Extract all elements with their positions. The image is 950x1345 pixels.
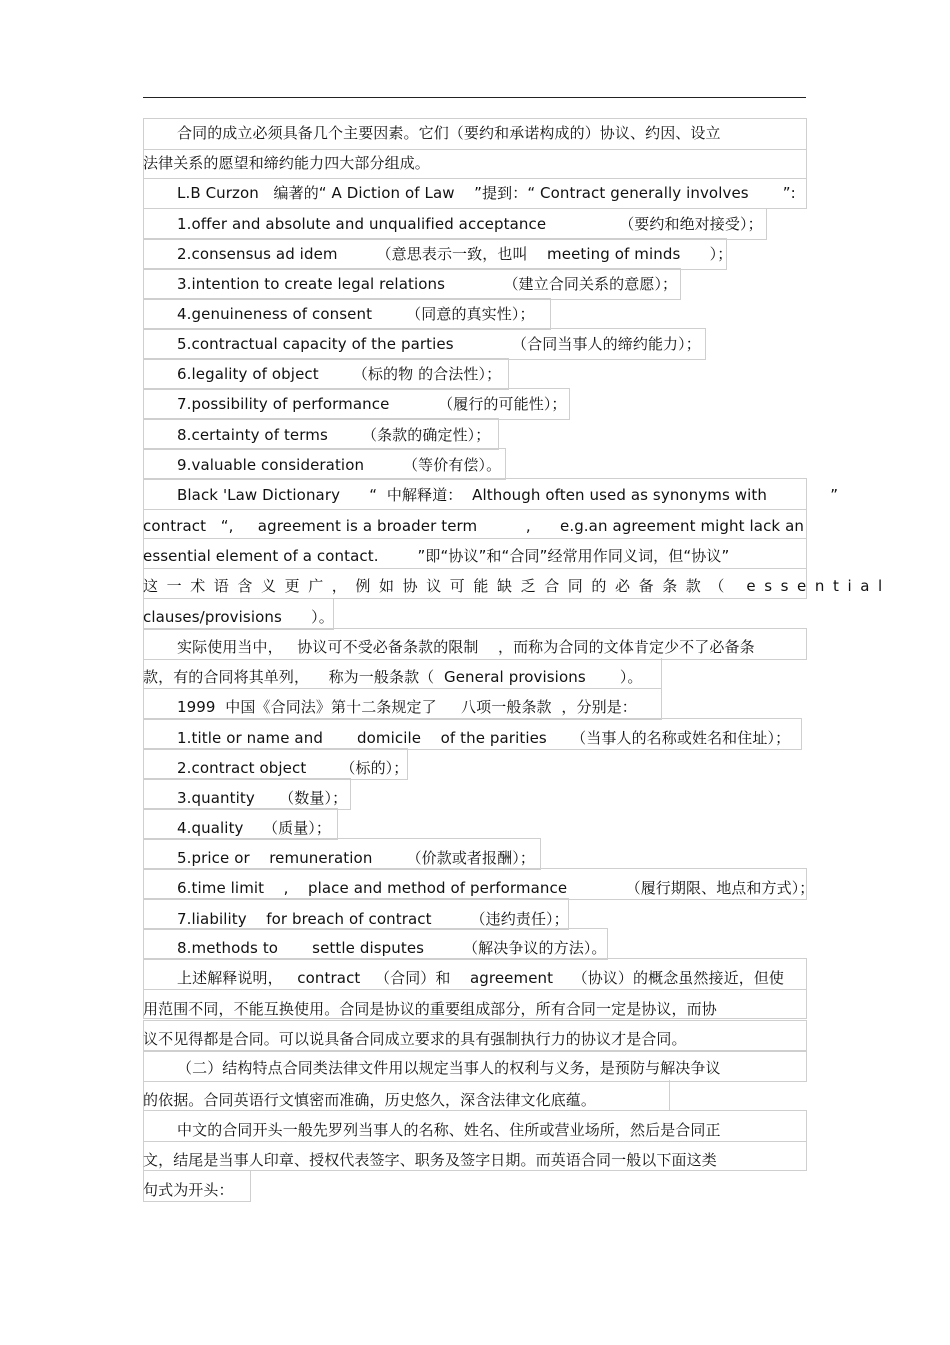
paragraph-line: L.B Curzon 编著的“ A Diction of Law ”提到：“ Contract generally involves ”: <box>177 184 796 202</box>
paragraph-line: 文，结尾是当事人印章、授权代表签字、职务及签字日期。而英语合同一般以下面这类 <box>143 1151 717 1169</box>
paragraph-line: 1999 中国《合同法》第十二条规定了 八项一般条款 ，分别是： <box>177 698 637 716</box>
list-item: 6.time limit , place and method of performance （履行期限、地点和方式）； <box>177 879 815 897</box>
paragraph-line: 的依据。合同英语行文慎密而准确，历史悠久，深含法律文化底蕴。 <box>143 1091 597 1109</box>
list-item: 4.quality （质量）； <box>177 819 331 837</box>
paragraph-line: 合同的成立必须具备几个主要因素。它们（要约和承诺构成的）协议、约因、设立 <box>177 124 721 142</box>
paragraph-line: 上述解释说明， contract （合同）和 agreement （协议）的概念虽然接近，但使 <box>177 969 784 987</box>
paragraph-line: 法律关系的愿望和缔约能力四大部分组成。 <box>143 154 430 172</box>
list-item: 2.consensus ad idem （意思表示一致，也叫 meeting of minds ）； <box>177 245 733 263</box>
list-item: 1.offer and absolute and unqualified acceptance （要约和绝对接受）； <box>177 215 763 233</box>
paragraph-line: 句式为开头： <box>143 1181 234 1199</box>
list-item: 8.methods to settle disputes （解决争议的方法）。 <box>177 939 607 957</box>
paragraph-line: contract “, agreement is a broader term , e.g.an agreement might lack an <box>143 517 804 535</box>
paragraph-line: 议不见得都是合同。可以说具备合同成立要求的具有强制执行力的协议才是合同。 <box>143 1030 687 1048</box>
paragraph-line: clauses/provisions ）。 <box>143 608 334 626</box>
section-heading-line: （二）结构特点合同类法律文件用以规定当事人的权利与义务，是预防与解决争议 <box>177 1059 721 1077</box>
list-item: 3.intention to create legal relations （建立合同关系的意愿）； <box>177 275 678 293</box>
list-item: 9.valuable consideration （等价有偿）。 <box>177 456 502 474</box>
list-item: 2.contract object （标的）； <box>177 759 409 777</box>
paragraph-line: 中文的合同开头一般先罗列当事人的名称、姓名、住所或营业场所，然后是合同正 <box>177 1121 721 1139</box>
paragraph-line: 这一术语含义更广，例如协议可能缺乏合同的必备条款（ essential <box>143 577 891 595</box>
list-item: 5.contractual capacity of the parties （合同当事人的缔约能力）； <box>177 335 701 353</box>
paragraph-line: Black 'Law Dictionary “ 中解释道： Although often used as synonyms with ” <box>177 486 839 504</box>
paragraph-line: 款，有的合同将其单列， 称为一般条款（ General provisions ）。 <box>143 668 643 686</box>
list-item: 1.title or name and domicile of the parities （当事人的名称或姓名和住址）； <box>177 729 791 747</box>
list-item: 7.liability for breach of contract （违约责任）； <box>177 910 569 928</box>
list-item: 8.certainty of terms （条款的确定性）； <box>177 426 491 444</box>
header-rule <box>143 97 806 98</box>
list-item: 7.possibility of performance （履行的可能性）； <box>177 395 567 413</box>
list-item: 5.price or remuneration （价款或者报酬）； <box>177 849 535 867</box>
list-item: 4.genuineness of consent （同意的真实性）； <box>177 305 535 323</box>
paragraph-line: 用范围不同，不能互换使用。合同是协议的重要组成部分，所有合同一定是协议，而协 <box>143 1000 717 1018</box>
paragraph-line: essential element of a contact. ”即“协议”和“合同”经常用作同义词，但“协议” <box>143 547 730 565</box>
paragraph-line: 实际使用当中， 协议可不受必备条款的限制 ，而称为合同的文体肯定少不了必备条 <box>177 638 755 656</box>
list-item: 3.quantity （数量）； <box>177 789 348 807</box>
list-item: 6.legality of object （标的物 的合法性）； <box>177 365 502 383</box>
